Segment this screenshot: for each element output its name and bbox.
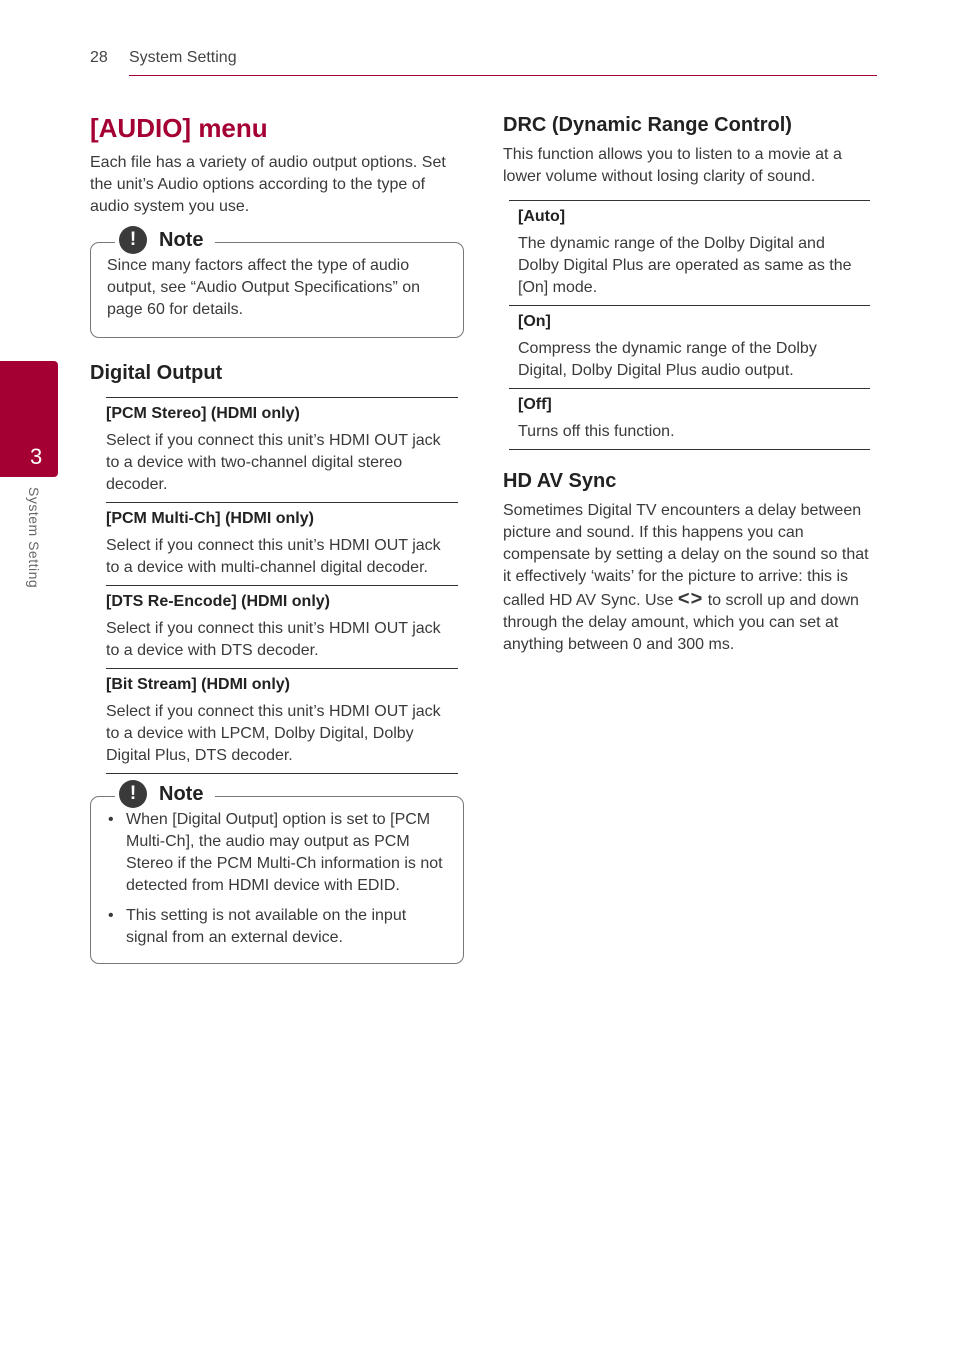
- drc-table: [509, 200, 870, 450]
- intro-text: Each file has a variety of audio output options. Set the unit’s Audio options according to the type of audio system you use.: [90, 154, 446, 215]
- note-header: [115, 780, 215, 808]
- option-key: [Auto]: [518, 208, 566, 225]
- option-row: [509, 306, 870, 389]
- note-title: Note: [159, 782, 204, 805]
- option-key: [DTS Re-Encode] (HDMI only): [106, 593, 330, 610]
- option-description: Compress the dynamic range of the Dolby Digital, Dolby Digital Plus audio output.: [518, 340, 817, 379]
- left-right-arrows-icon: <>: [677, 588, 704, 610]
- option-description: Select if you connect this unit’s HDMI OUT jack to a device with LPCM, Dolby Digital, Dolby Digital Plus, DTS decoder.: [106, 703, 441, 764]
- option-row: [106, 586, 458, 669]
- note-box: [90, 228, 464, 338]
- right-column: [503, 112, 870, 656]
- digital-output-table: [106, 397, 458, 774]
- option-key: [PCM Multi-Ch] (HDMI only): [106, 510, 314, 527]
- note-box: [90, 782, 464, 964]
- option-description: Select if you connect this unit’s HDMI OUT jack to a device with two-channel digital stereo decoder.: [106, 432, 441, 493]
- note-header: [115, 226, 215, 254]
- hd-av-sync-text-after: to scroll up and down through the delay amount, which you can set at anything between 0 and 300 ms.: [503, 592, 859, 653]
- drc-heading: DRC (Dynamic Range Control): [503, 114, 792, 136]
- note-bullet-list: [107, 809, 447, 949]
- exclamation-icon: !: [119, 226, 147, 254]
- note-title: Note: [159, 228, 204, 251]
- option-description: Select if you connect this unit’s HDMI OUT jack to a device with multi-channel digital decoder.: [106, 537, 441, 576]
- option-description: The dynamic range of the Dolby Digital and Dolby Digital Plus are operated as same as the [On] mode.: [518, 235, 852, 296]
- note-text: Since many factors affect the type of audio output, see “Audio Output Specifications” on page 60 for details.: [107, 257, 421, 318]
- option-row: [106, 669, 458, 774]
- chapter-label: System Setting: [26, 487, 42, 589]
- option-key: [On]: [518, 313, 551, 330]
- option-key: [Off]: [518, 396, 552, 413]
- option-key: [PCM Stereo] (HDMI only): [106, 405, 300, 422]
- option-row: [509, 201, 870, 306]
- drc-intro: This function allows you to listen to a movie at a lower volume without losing clarity of sound.: [503, 146, 842, 185]
- option-row: [106, 503, 458, 586]
- option-row: [106, 398, 458, 503]
- chapter-number: 3: [30, 444, 43, 469]
- note-bullet: • When [Digital Output] option is set to [PCM Multi-Ch], the audio may output as PCM Stereo if the PCM Multi-Ch information is not detected from HDMI device with EDID.: [107, 809, 447, 897]
- hd-av-sync-text-before: Sometimes Digital TV encounters a delay between picture and sound. If this happens you can compensate by setting a delay on the sound so that it effectively ‘waits’ for the picture to arrive: this is called HD AV Sync. Use: [503, 502, 869, 609]
- hd-av-sync-text: [503, 500, 870, 656]
- hd-av-sync-heading: HD AV Sync: [503, 470, 617, 492]
- exclamation-icon: !: [119, 780, 147, 808]
- section-title: System Setting: [129, 49, 237, 66]
- page-title: [AUDIO] menu: [90, 113, 268, 143]
- note-bullet: • This setting is not available on the input signal from an external device.: [107, 905, 447, 949]
- left-column: [90, 112, 464, 964]
- page-number: 28: [90, 49, 108, 66]
- option-key: [Bit Stream] (HDMI only): [106, 676, 290, 693]
- digital-output-heading: Digital Output: [90, 362, 223, 384]
- option-description: Turns off this function.: [518, 423, 675, 440]
- option-description: Select if you connect this unit’s HDMI OUT jack to a device with DTS decoder.: [106, 620, 441, 659]
- chapter-tab: [0, 361, 58, 477]
- header-divider: [129, 75, 877, 76]
- option-row: [509, 389, 870, 450]
